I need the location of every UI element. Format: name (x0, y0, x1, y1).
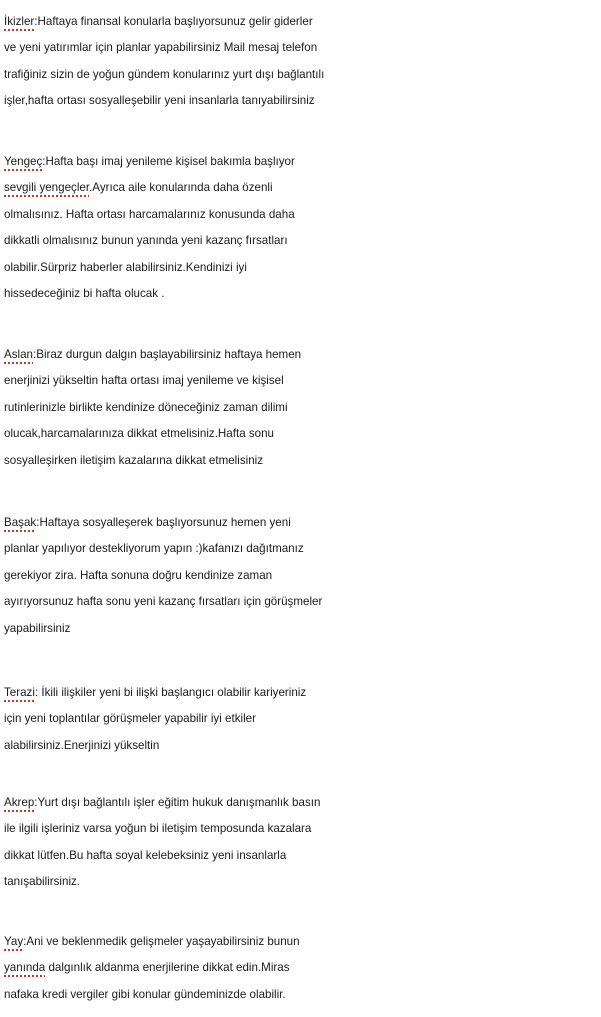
horoscope-entry-yengec (4, 149, 598, 307)
sign-name: Terazi (4, 686, 35, 699)
entry-text: :Ani ve beklenmedik gelişmeler yaşayabilirsiniz bunun (23, 935, 300, 948)
entry-line: planlar yapılıyor destekliyorum yapın :)kafanızı dağıtmanız (4, 542, 304, 556)
entry-line: olucak,harcamalarınıza dikkat etmelisiniz.Hafta sonu (4, 427, 275, 441)
entry-line: alabilirsiniz.Enerjinizi yükseltin (4, 738, 160, 752)
entry-line (4, 955, 598, 981)
horoscope-entry-akrep (4, 790, 598, 896)
entry-text: dalgınlık aldanma enerjilerine dikkat edin.Miras (45, 961, 290, 975)
entry-line: dikkatli olmalısınız bunun yanında yeni kazanç fırsatları (4, 234, 288, 248)
horoscope-entry-terazi (4, 680, 598, 759)
entry-line: ve yeni yatırımlar için planlar yapabilirsiniz Mail mesaj telefon (4, 41, 318, 55)
entry-line: ile ilgili işleriniz varsa yoğun bi iletişim temposunda kazalara (4, 822, 312, 836)
entry-text: :Haftaya finansal konularla başlıyorsunuz gelir giderler (34, 15, 313, 28)
entry-line (4, 149, 598, 175)
entry-line (4, 342, 598, 368)
sign-name: Yengeç (4, 155, 43, 168)
entry-text: :Haftaya sosyalleşerek başlıyorsunuz hemen yeni (36, 516, 291, 529)
entry-line: nafaka kredi vergiler gibi konular gündeminizde olabilir. (4, 987, 286, 1001)
entry-line: trafiğiniz sizin de yoğun gündem konularınız yurt dışı bağlantılı (4, 67, 325, 81)
sign-name: Aslan (4, 348, 34, 361)
entry-line: işler,hafta ortası sosyalleşebilir yeni insanlarla tanıyabilirsiniz (4, 94, 315, 108)
entry-text: :Yurt dışı bağlantılı işler eğitim hukuk danışmanlık basın (34, 796, 321, 809)
horoscope-entry-aslan (4, 342, 598, 474)
sign-name: Akrep (4, 796, 35, 809)
entry-line: yapabilirsiniz (4, 621, 71, 635)
entry-line: için yeni toplantılar görüşmeler yapabilir iyi etkiler (4, 712, 256, 726)
spellcheck-underlined-text: yanında (4, 961, 46, 975)
entry-line: rutinlerinizle birlikte kendinize döneceğiniz zaman dilimi (4, 400, 288, 414)
horoscope-entry-ikizler (4, 9, 598, 115)
entry-text: :Hafta başı imaj yenileme kişisel bakımla başlıyor (42, 155, 295, 168)
entry-line: hissedeceğiniz bi hafta olucak . (4, 286, 165, 300)
entry-line: olabilir.Sürpriz haberler alabilirsiniz.Kendinizi iyi (4, 260, 247, 274)
entry-line: enerjinizi yükseltin hafta ortası imaj yenileme ve kişisel (4, 374, 284, 388)
sign-name: İkizler (4, 15, 35, 28)
entry-line: ayırıyorsunuz hafta sonu yeni kazanç fırsatları için görüşmeler (4, 595, 323, 609)
entry-line (4, 9, 598, 35)
entry-line (4, 680, 598, 706)
entry-line (4, 175, 598, 201)
entry-line: tanışabilirsiniz. (4, 875, 81, 889)
entry-line: gerekiyor zira. Hafta sonuna doğru kendinize zaman (4, 568, 273, 582)
spellcheck-underlined-text: sevgili yengeçler (4, 181, 90, 195)
entry-line (4, 510, 598, 536)
horoscope-entry-yay (4, 929, 598, 1008)
entry-line (4, 929, 598, 955)
horoscope-entry-basak (4, 510, 598, 642)
sign-name: Başak (4, 516, 37, 529)
entry-text: .Ayrıca aile konularında daha özenli (89, 181, 273, 195)
entry-line: olmalısınız. Hafta ortası harcamalarınız konusunda daha (4, 207, 295, 221)
entry-line: sosyalleşirken iletişim kazalarına dikkat etmelisiniz (4, 453, 264, 467)
entry-line: dikkat lütfen.Bu hafta soyal kelebeksiniz yeni insanlarla (4, 848, 287, 862)
entry-text: :Biraz durgun dalgın başlayabilirsiniz haftaya hemen (33, 348, 302, 361)
entry-text: : İkili ilişkiler yeni bi ilişki başlangıcı olabilir kariyeriniz (34, 686, 307, 699)
entry-line (4, 790, 598, 816)
sign-name: Yay (4, 935, 24, 948)
